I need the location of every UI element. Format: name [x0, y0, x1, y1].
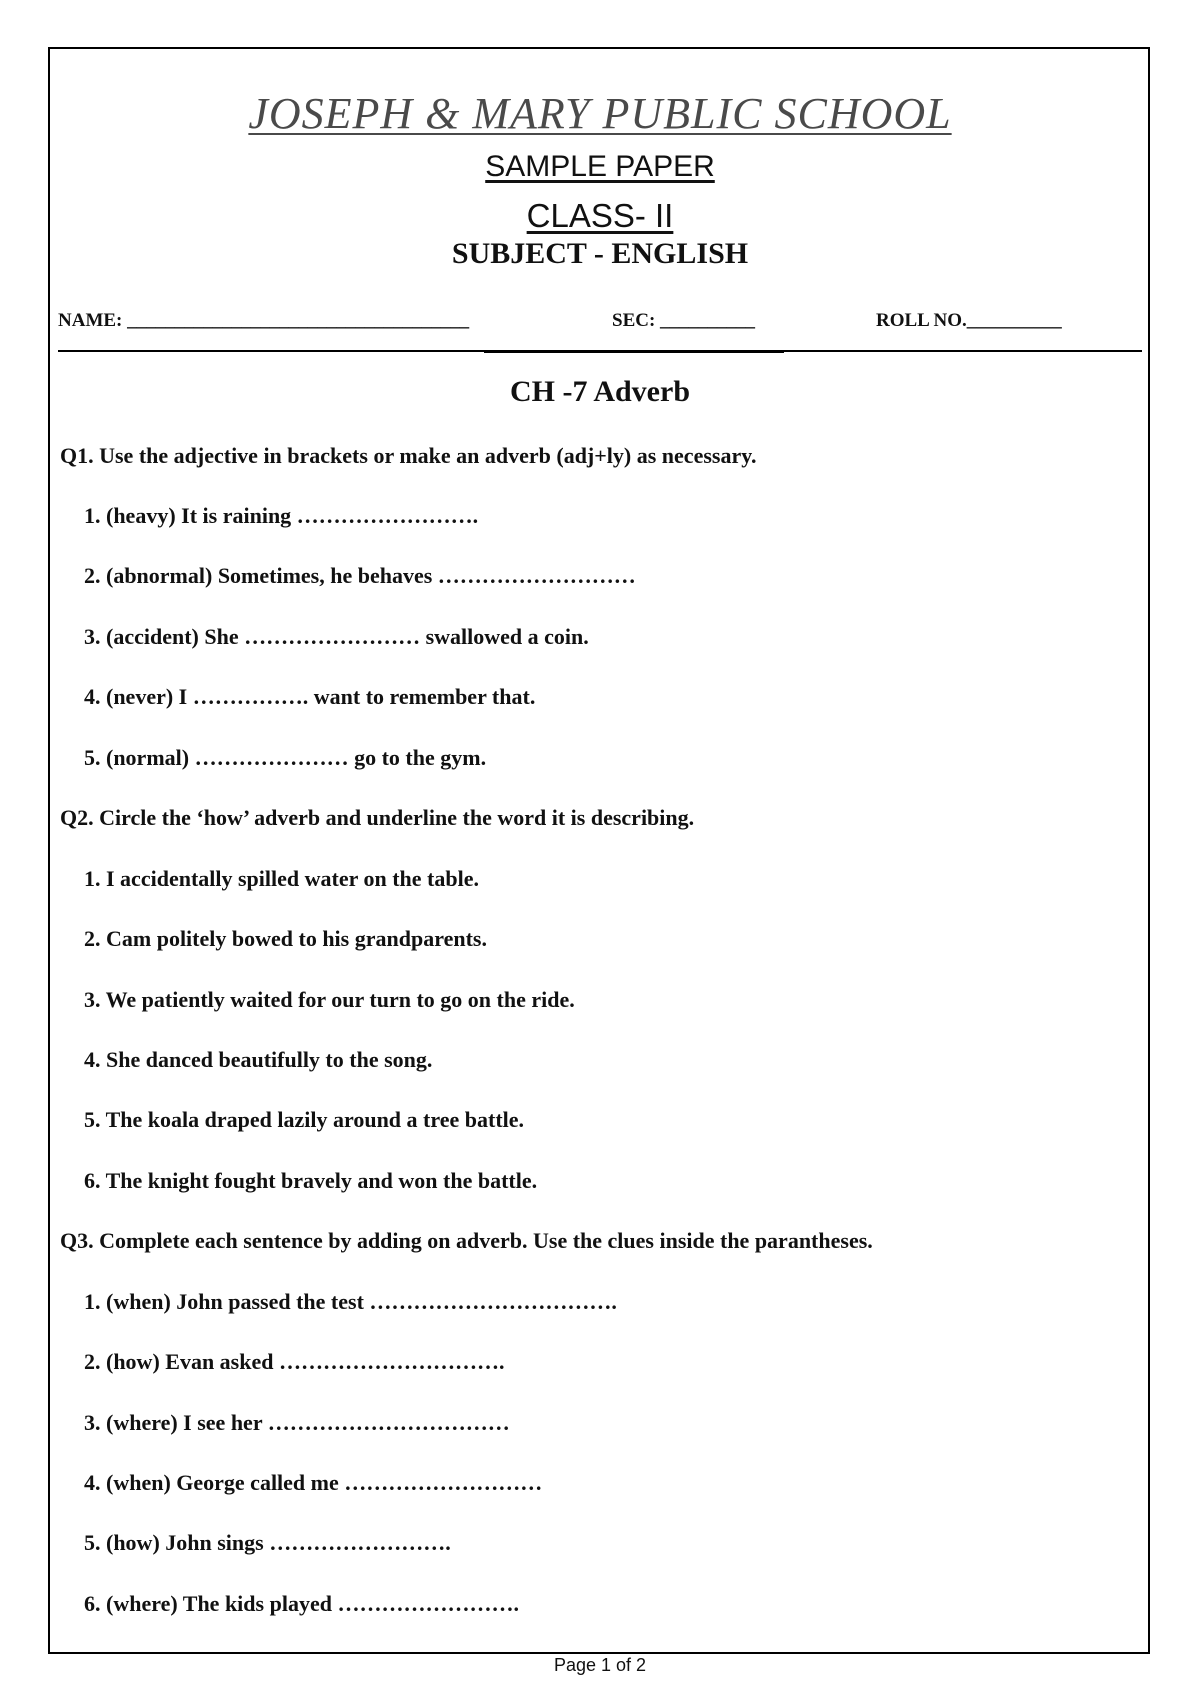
- school-name: JOSEPH & MARY PUBLIC SCHOOL: [248, 89, 952, 138]
- q3-item: 5. (how) John sings …………………….: [84, 1530, 451, 1555]
- name-field[interactable]: NAME: ____________________________________: [58, 310, 470, 331]
- q2-item: 2. Cam politely bowed to his grandparents.: [84, 926, 487, 951]
- question-2: Q2. Circle the ‘how’ adverb and underline the word it is describing.: [60, 805, 695, 830]
- q3-item: 4. (when) George called me ………………………: [84, 1470, 543, 1495]
- q3-item: 2. (how) Evan asked ………………………….: [84, 1349, 505, 1374]
- q1-item: 4. (never) I ……………. want to remember that.: [84, 684, 536, 709]
- question-1: Q1. Use the adjective in brackets or make an adverb (adj+ly) as necessary.: [60, 443, 757, 468]
- q3-item: 3. (where) I see her ……………………………: [84, 1410, 510, 1435]
- q1-item: 5. (normal) ………………… go to the gym.: [84, 745, 487, 770]
- q1-item: 1. (heavy) It is raining …………………….: [84, 503, 479, 528]
- q2-item: 3. We patiently waited for our turn to go on the ride.: [84, 987, 575, 1012]
- class-label: CLASS- II: [526, 197, 674, 234]
- question-3: Q3. Complete each sentence by adding on adverb. Use the clues inside the parantheses.: [60, 1228, 873, 1253]
- subject-label: SUBJECT - ENGLISH: [451, 237, 749, 270]
- q2-item: 5. The koala draped lazily around a tree battle.: [84, 1107, 525, 1132]
- q2-item: 6. The knight fought bravely and won the battle.: [84, 1168, 538, 1193]
- q1-item: 2. (abnormal) Sometimes, he behaves ………………………: [84, 563, 636, 588]
- paper-title: SAMPLE PAPER: [485, 150, 715, 183]
- q2-item: 1. I accidentally spilled water on the table.: [84, 866, 479, 891]
- header-divider-accent: [484, 351, 784, 353]
- section-field[interactable]: SEC: __________: [612, 310, 756, 331]
- q3-item: 6. (where) The kids played …………………….: [84, 1591, 519, 1616]
- q3-item: 1. (when) John passed the test …………………………….: [84, 1289, 617, 1314]
- q2-item: 4. She danced beautifully to the song.: [84, 1047, 433, 1072]
- page-number: Page 1 of 2: [553, 1655, 647, 1675]
- chapter-title: CH -7 Adverb: [510, 375, 690, 408]
- q1-item: 3. (accident) She …………………… swallowed a coin.: [84, 624, 589, 649]
- roll-number-field[interactable]: ROLL NO.__________: [876, 310, 1062, 331]
